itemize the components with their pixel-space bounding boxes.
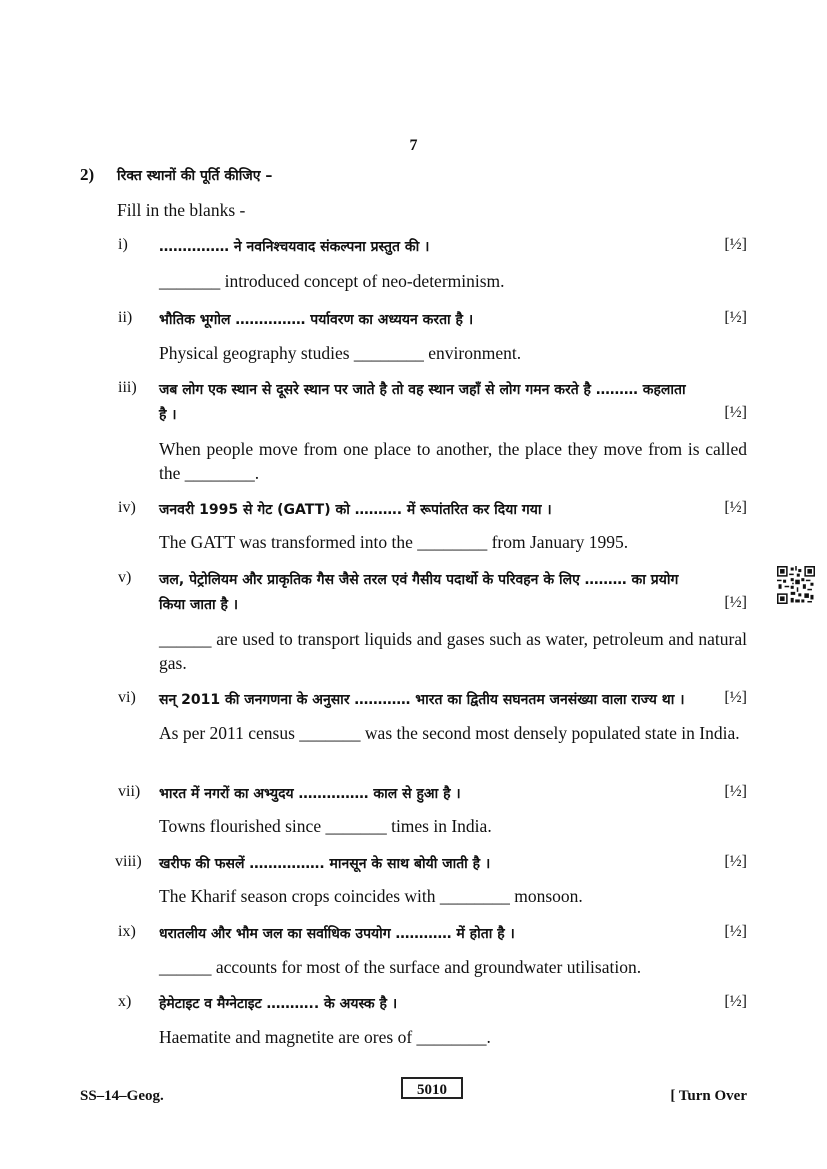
- item-english: Haematite and magnetite are ores of ________.: [159, 1027, 491, 1047]
- item-number: iii): [118, 379, 137, 396]
- item-english: ______ accounts for most of the surface and groundwater utilisation.: [159, 957, 642, 977]
- item-marks: [½]: [724, 309, 747, 326]
- item-number: i): [118, 236, 128, 253]
- instruction-hindi: रिक्त स्थानों की पूर्ति कीजिए –: [117, 168, 273, 184]
- item-hindi: धरातलीय और भौम जल का सर्वाधिक उपयोग ………… में होता है ।: [159, 926, 515, 942]
- item-english: _______ introduced concept of neo-determinism.: [159, 271, 505, 291]
- item-hindi: जल, पेट्रोलियम और प्राकृतिक गैस जैसे तरल एवं गैसीय पदार्थो के परिवहन के लिए ……… का प्रयोग: [159, 572, 679, 588]
- item-number: x): [118, 993, 132, 1010]
- item-marks: [½]: [724, 853, 747, 870]
- item-marks: [½]: [724, 236, 747, 253]
- item-marks: [½]: [724, 404, 747, 421]
- item-english: The Kharif season crops coincides with ________ monsoon.: [159, 886, 583, 906]
- item-english: The GATT was transformed into the ________ from January 1995.: [159, 532, 629, 552]
- item-number: ii): [118, 309, 133, 326]
- item-hindi: …………… ने नवनिश्चयवाद संकल्पना प्रस्तुत की ।: [159, 239, 430, 255]
- serial-code-box: 5010: [401, 1077, 463, 1099]
- item-hindi-continued: है ।: [159, 407, 177, 423]
- item-number: viii): [115, 853, 142, 870]
- item-hindi: भारत में नगरों का अभ्युदय …………… काल से हुआ है ।: [159, 786, 461, 802]
- item-number: ix): [118, 923, 136, 940]
- item-number: iv): [118, 499, 136, 516]
- item-hindi: जनवरी 1995 से गेट (GATT) को ………. में रूपांतरित कर दिया गया ।: [159, 502, 552, 518]
- item-english: When people move from one place to another, the place they move from is called the ________.: [159, 439, 747, 483]
- item-english: Towns flourished since _______ times in India.: [159, 816, 492, 836]
- question-number: 2): [80, 165, 95, 184]
- qr-code-icon: [777, 566, 815, 604]
- item-hindi-continued: किया जाता है ।: [159, 597, 239, 613]
- turn-over-label: [ Turn Over: [670, 1088, 747, 1104]
- item-english: As per 2011 census _______ was the second most densely populated state in India.: [159, 723, 740, 743]
- item-marks: [½]: [724, 499, 747, 516]
- item-hindi: हेमेटाइट व मैग्नेटाइट ……….. के अयस्क है ।: [159, 996, 398, 1012]
- item-number: vi): [118, 689, 136, 706]
- item-english: Physical geography studies ________ environment.: [159, 343, 522, 363]
- item-hindi: खरीफ की फसलें ……………. मानसून के साथ बोयी जाती है ।: [159, 856, 491, 872]
- item-marks: [½]: [724, 594, 747, 611]
- instruction-english: Fill in the blanks -: [117, 200, 246, 220]
- item-marks: [½]: [724, 689, 747, 706]
- item-marks: [½]: [724, 993, 747, 1010]
- item-hindi: सन् 2011 की जनगणना के अनुसार ………… भारत का द्वितीय सघनतम जनसंख्या वाला राज्य था ।: [159, 692, 685, 708]
- item-number: v): [118, 569, 132, 586]
- item-hindi: जब लोग एक स्थान से दूसरे स्थान पर जाते है तो वह स्थान जहाँ से लोग गमन करते है ……… कहलाता: [159, 382, 686, 398]
- item-number: vii): [118, 783, 141, 800]
- paper-code: SS–14–Geog.: [80, 1088, 164, 1104]
- item-hindi: भौतिक भूगोल …………… पर्यावरण का अध्ययन करता है ।: [159, 312, 474, 328]
- item-marks: [½]: [724, 783, 747, 800]
- item-marks: [½]: [724, 923, 747, 940]
- item-english: ______ are used to transport liquids and gases such as water, petroleum and natural gas.: [159, 629, 747, 673]
- page-number: 7: [409, 137, 418, 154]
